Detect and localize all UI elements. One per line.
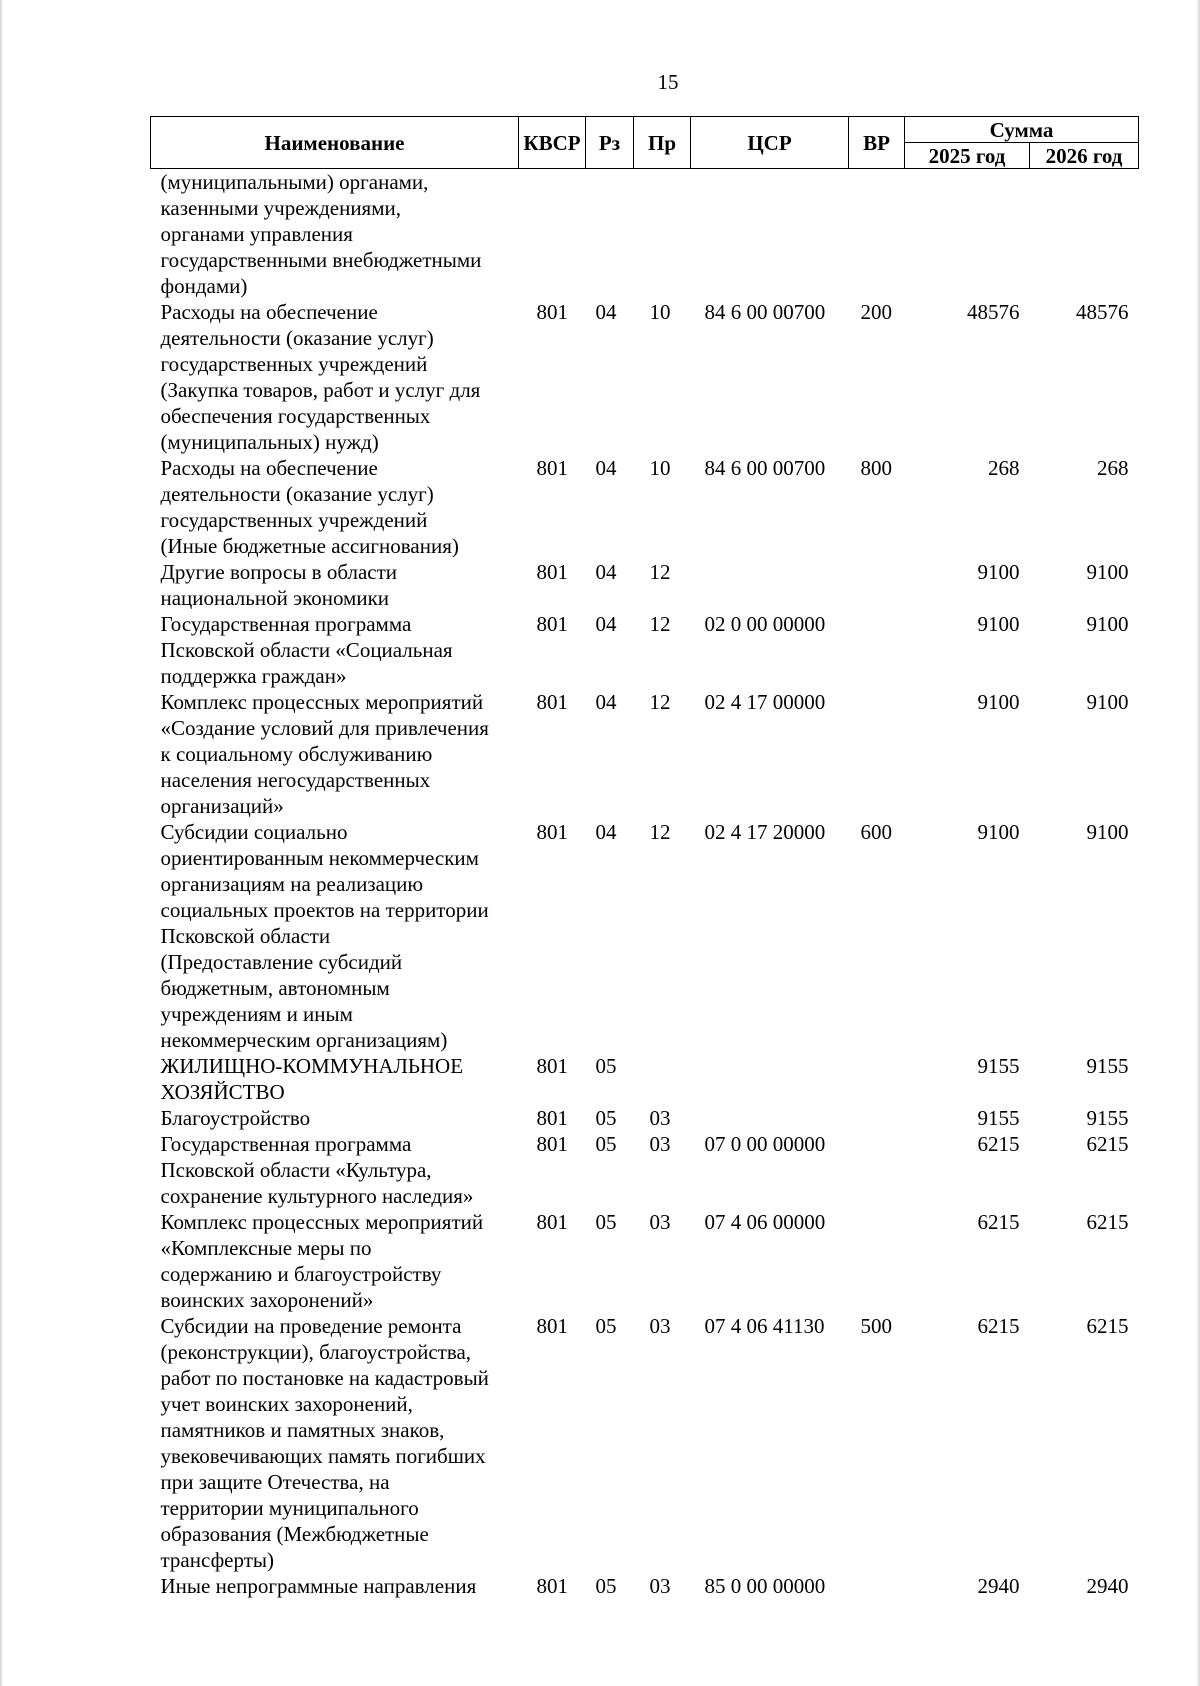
row-rz: 05 [595,1132,617,1156]
row-sum-2025: 6215 [977,1314,1020,1338]
row-sum-2026: 48576 [1076,300,1129,324]
row-sum-2025: 268 [988,456,1020,480]
row-sum-2025: 9100 [977,612,1020,636]
header-kvsr: КВСР [519,117,586,169]
row-name-line: увековечивающих память погибших [160,1444,486,1468]
row-vr: 800 [860,456,892,480]
row-name [151,819,519,1053]
row-name [151,1313,519,1573]
row-vr [849,559,905,611]
table-body [151,169,1139,1600]
row-sum-2026: 9155 [1086,1054,1129,1078]
row-name-line: деятельности (оказание услуг) [160,482,434,506]
header-year-2025: 2025 год [905,143,1030,169]
row-name-line: Благоустройство [160,1106,311,1130]
header-pr: Пр [634,117,691,169]
row-pr [634,169,691,300]
row-name [151,689,519,819]
row-kvsr: 801 [536,690,568,714]
row-pr: 12 [649,612,671,636]
row-pr: 03 [649,1574,671,1598]
row-name-line: сохранение культурного наследия» [160,1184,474,1208]
row-rz [586,169,634,300]
row-name-line: учреждениям и иным [160,1002,353,1026]
row-sum-2025: 6215 [977,1210,1020,1234]
row-kvsr: 801 [536,1132,568,1156]
row-pr: 03 [649,1314,671,1338]
row-vr [849,611,905,689]
row-sum-2026: 6215 [1086,1314,1129,1338]
row-name-line: к социальному обслуживанию [160,742,433,766]
row-rz: 04 [595,456,617,480]
row-name-line: «Комплексные меры по [160,1236,372,1260]
row-name-line: Комплекс процессных мероприятий [160,690,484,714]
row-name-line: Другие вопросы в области [160,560,398,584]
row-name-line: государственных учреждений [160,508,428,532]
row-sum-2025: 6215 [977,1132,1020,1156]
table-row [151,1313,1139,1573]
row-pr: 03 [649,1132,671,1156]
row-sum-2026: 6215 [1086,1132,1129,1156]
scan-left-edge [0,0,3,1686]
row-name-line: Субсидии социально [160,820,348,844]
table-row [151,689,1139,819]
row-name-line: (Иные бюджетные ассигнования) [160,534,459,558]
row-name-line: (муниципальными) органами, [160,170,429,194]
table-row [151,1573,1139,1599]
row-name-line: Псковской области «Социальная [160,638,453,662]
row-name-line: учет воинских захоронений, [160,1392,413,1416]
row-name [151,1573,519,1599]
row-rz: 04 [595,560,617,584]
header-csr: ЦСР [691,117,849,169]
row-kvsr [519,169,586,300]
row-name-line: Псковской области [160,924,331,948]
row-name-line: территории муниципального [160,1496,419,1520]
row-kvsr: 801 [536,456,568,480]
row-name [151,559,519,611]
row-name-line: содержанию и благоустройству [160,1262,442,1286]
row-vr [849,1131,905,1209]
header-name: Наименование [151,117,519,169]
scan-right-edge [1196,0,1200,1686]
row-rz: 04 [595,820,617,844]
row-name-line: Расходы на обеспечение [160,456,378,480]
row-rz: 05 [595,1054,617,1078]
row-kvsr: 801 [536,300,568,324]
row-name-line: деятельности (оказание услуг) [160,326,434,350]
row-csr: 07 4 06 00000 [704,1210,826,1234]
row-csr: 85 0 00 00000 [704,1574,826,1598]
header-vr: ВР [849,117,905,169]
table-row [151,611,1139,689]
row-sum-2026: 9155 [1086,1106,1129,1130]
row-kvsr: 801 [536,1106,568,1130]
row-pr: 03 [649,1210,671,1234]
row-name [151,1131,519,1209]
row-name-line: некоммерческим организациям) [160,1028,448,1052]
row-name [151,1053,519,1105]
row-name-line: населения негосударственных [160,768,431,792]
row-name-line: (муниципальных) нужд) [160,430,379,454]
row-sum-2026 [1030,169,1139,300]
row-vr [849,1573,905,1599]
row-name-line: (реконструкции), благоустройства, [160,1340,472,1364]
row-csr: 07 4 06 41130 [704,1314,825,1338]
row-kvsr: 801 [536,1054,568,1078]
row-kvsr: 801 [536,1314,568,1338]
row-rz: 04 [595,612,617,636]
row-pr: 12 [649,690,671,714]
row-rz: 05 [595,1106,617,1130]
table-row [151,1105,1139,1131]
row-name-line: Государственная программа [160,612,412,636]
row-pr: 12 [649,820,671,844]
row-csr [691,1053,849,1105]
table-row [151,819,1139,1053]
row-vr: 600 [860,820,892,844]
row-vr: 500 [860,1314,892,1338]
row-vr: 200 [860,300,892,324]
row-name-line: воинских захоронений» [160,1288,374,1312]
row-sum-2026: 9100 [1086,690,1129,714]
row-name-line: бюджетным, автономным [160,976,390,1000]
row-csr: 84 6 00 00700 [704,300,826,324]
table-row [151,169,1139,300]
table-row [151,1053,1139,1105]
row-sum-2025: 9100 [977,820,1020,844]
table-row [151,1209,1139,1313]
row-name-line: Расходы на обеспечение [160,300,378,324]
row-name-line: фондами) [160,274,248,298]
row-csr: 02 4 17 20000 [704,820,826,844]
row-kvsr: 801 [536,1210,568,1234]
row-name-line: организаций» [160,794,284,818]
row-sum-2025: 48576 [967,300,1020,324]
table-row [151,299,1139,455]
row-csr: 02 4 17 00000 [704,690,826,714]
row-name-line: обеспечения государственных [160,404,431,428]
row-pr: 10 [649,456,671,480]
row-name-line: ХОЗЯЙСТВО [160,1080,285,1104]
row-name-line: ориентированным некоммерческим [160,846,479,870]
row-name-line: памятников и памятных знаков, [160,1418,445,1442]
row-kvsr: 801 [536,560,568,584]
table-row [151,1131,1139,1209]
row-name-line: (Закупка товаров, работ и услуг для [160,378,481,402]
row-sum-2026: 6215 [1086,1210,1129,1234]
table-row [151,455,1139,559]
table-row [151,559,1139,611]
row-name-line: государственными внебюджетными [160,248,482,272]
row-vr [849,1209,905,1313]
row-vr [849,169,905,300]
row-rz: 05 [595,1210,617,1234]
budget-table [150,116,1139,1599]
row-name-line: образования (Межбюджетные [160,1522,429,1546]
table-header [151,117,1139,169]
row-name-line: поддержка граждан» [160,664,347,688]
row-sum-2025: 9100 [977,690,1020,714]
row-name [151,1209,519,1313]
row-name [151,299,519,455]
row-name-line: Государственная программа [160,1132,412,1156]
row-name-line: казенными учреждениями, [160,196,401,220]
row-name-line: «Создание условий для привлечения [160,716,489,740]
row-sum-2026: 2940 [1086,1574,1129,1598]
row-sum-2025: 2940 [977,1574,1020,1598]
row-vr [849,1053,905,1105]
row-sum-2025: 9100 [977,560,1020,584]
row-name-line: работ по постановке на кадастровый [160,1366,489,1390]
row-name-line: органами управления [160,222,353,246]
row-csr [691,169,849,300]
row-name-line: трансферты) [160,1548,275,1572]
row-pr: 03 [649,1106,671,1130]
row-rz: 04 [595,300,617,324]
row-csr: 02 0 00 00000 [704,612,826,636]
row-kvsr: 801 [536,612,568,636]
row-vr [849,689,905,819]
row-kvsr: 801 [536,1574,568,1598]
row-name-line: Псковской области «Культура, [160,1158,432,1182]
row-vr [849,1105,905,1131]
row-name-line: Комплекс процессных мероприятий [160,1210,484,1234]
header-rz: Рз [586,117,634,169]
row-rz: 05 [595,1574,617,1598]
row-name-line: ЖИЛИЩНО-КОММУНАЛЬНОЕ [160,1054,464,1078]
header-year-2026: 2026 год [1030,143,1139,169]
row-name-line: организациям на реализацию [160,872,424,896]
row-name-line: Субсидии на проведение ремонта [160,1314,462,1338]
row-sum-2026: 9100 [1086,612,1129,636]
row-name-line: (Предоставление субсидий [160,950,403,974]
row-name-line: при защите Отечества, на [160,1470,390,1494]
row-sum-2026: 9100 [1086,560,1129,584]
row-sum-2025: 9155 [977,1106,1020,1130]
row-name [151,611,519,689]
row-sum-2026: 9100 [1086,820,1129,844]
header-sum: Сумма [905,117,1139,143]
row-name-line: государственных учреждений [160,352,428,376]
row-pr [634,1053,691,1105]
row-name-line: национальной экономики [160,586,390,610]
row-csr [691,559,849,611]
row-sum-2026: 268 [1097,456,1129,480]
row-sum-2025: 9155 [977,1054,1020,1078]
row-name [151,455,519,559]
row-csr: 84 6 00 00700 [704,456,826,480]
row-name [151,1105,519,1131]
row-kvsr: 801 [536,820,568,844]
row-csr: 07 0 00 00000 [704,1132,826,1156]
row-rz: 05 [595,1314,617,1338]
row-pr: 10 [649,300,671,324]
row-name [151,169,519,300]
row-name-line: Иные непрограммные направления [160,1574,477,1598]
row-csr [691,1105,849,1131]
page-number: 15 [657,70,679,94]
row-name-line: социальных проектов на территории [160,898,489,922]
row-sum-2025 [905,169,1030,300]
row-pr: 12 [649,560,671,584]
row-rz: 04 [595,690,617,714]
